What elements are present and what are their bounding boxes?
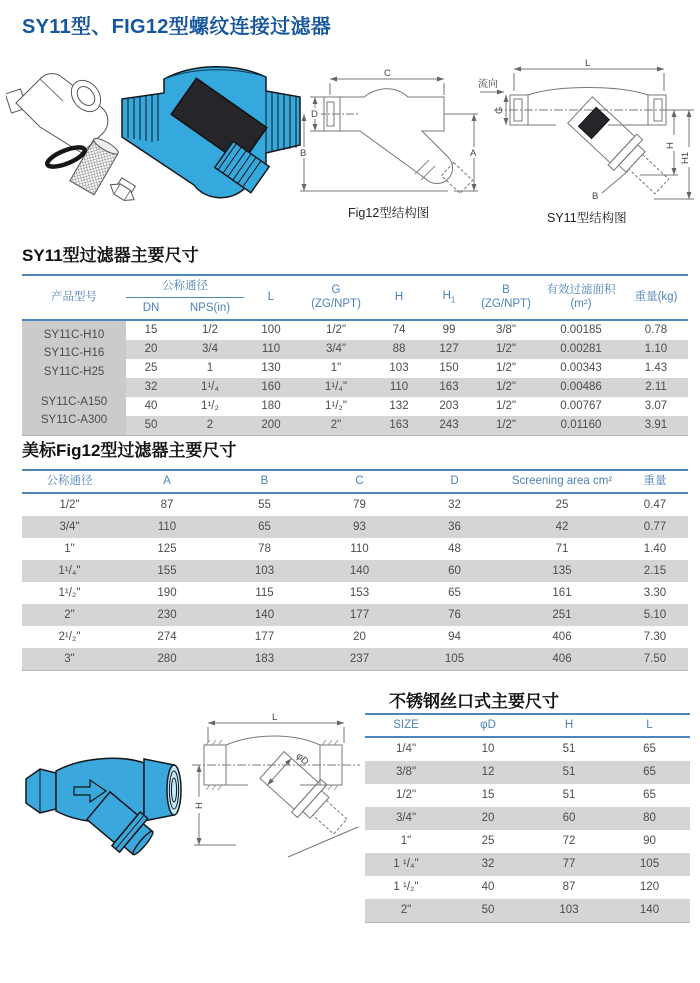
cell: 2"	[400, 904, 412, 917]
table-row	[365, 761, 690, 784]
cell: 3/8"	[395, 766, 417, 779]
cell: 1.43	[644, 362, 668, 375]
table-row	[22, 604, 688, 626]
cell: 177	[254, 630, 275, 643]
cell: 3/4"	[325, 343, 347, 356]
cell: 105	[444, 652, 465, 665]
table-row	[22, 320, 688, 340]
cell: 200	[261, 419, 281, 432]
cell: 163	[439, 381, 459, 394]
header-line: (ZG/NPT)	[311, 298, 361, 311]
cell: 12	[481, 766, 495, 779]
cell: 243	[439, 419, 459, 432]
cell: 76	[448, 608, 461, 621]
dim-label-d: D	[311, 109, 318, 120]
cell: 42	[555, 520, 569, 533]
cell: 406	[552, 630, 572, 643]
cell: 40	[481, 881, 495, 894]
cell: 40	[144, 400, 158, 413]
cell: 230	[157, 608, 177, 621]
cell: 120	[639, 881, 660, 894]
section-title-sy11: SY11型过滤器主要尺寸	[22, 246, 199, 265]
cell: 190	[157, 586, 177, 599]
cell: 2¹/₂"	[58, 630, 81, 643]
col-header-model: 产品型号	[51, 290, 97, 303]
cell: 65	[448, 586, 461, 599]
cell: 1/2"	[325, 324, 347, 337]
col-header-dn-group: 公称通径	[126, 275, 244, 297]
stainless-table-wrap	[365, 713, 690, 923]
table-row	[22, 560, 688, 582]
dim-label-phi-d: φD	[293, 750, 311, 768]
dim-label-l: L	[272, 712, 278, 723]
cell: 274	[157, 630, 177, 643]
col-header-weight: 重量(kg)	[634, 290, 678, 303]
dim-label-b: B	[592, 191, 599, 202]
cell: 3/4	[202, 343, 218, 356]
cell: 1/2"	[495, 362, 517, 375]
product-model-cell	[22, 320, 126, 436]
cell: 71	[555, 542, 569, 555]
cell: 135	[552, 564, 572, 577]
cell: 110	[350, 542, 369, 555]
col-header-l: L	[646, 718, 653, 731]
cell: 25	[481, 835, 495, 848]
cell: 103	[254, 564, 275, 577]
cell: 110	[157, 520, 177, 533]
cell: 1¹/₄"	[58, 564, 81, 577]
cell: 1"	[64, 542, 75, 555]
cell: 93	[353, 520, 366, 533]
header-line: 有效过滤面积	[546, 283, 616, 296]
header-line: G	[331, 283, 341, 296]
cell: 1"	[330, 362, 342, 375]
cell: 1/4"	[395, 743, 417, 756]
cell: 103	[559, 904, 579, 917]
col-header-phi-d: φD	[480, 718, 496, 731]
cell: 1¹/₂"	[325, 400, 347, 413]
cell: 3/8"	[495, 324, 517, 337]
stainless-strainer-illustration	[22, 745, 184, 875]
col-header-b: B	[260, 474, 269, 487]
spacer	[22, 381, 126, 393]
cell: 0.01160	[560, 419, 602, 432]
cell: 110	[389, 381, 409, 394]
cell: 1/2"	[59, 498, 80, 511]
col-header-h1	[424, 275, 474, 320]
cell: 177	[349, 608, 370, 621]
cell: 7.30	[643, 630, 667, 643]
cell: 0.00343	[560, 362, 602, 375]
dim-label-c: C	[384, 68, 391, 79]
cell: 32	[448, 498, 461, 511]
table-row	[365, 876, 690, 899]
cell: 25	[555, 498, 569, 511]
cell: 5.10	[643, 608, 667, 621]
cell: 65	[643, 743, 656, 756]
cell: 51	[562, 743, 576, 756]
table-row	[365, 830, 690, 853]
cell: 2.15	[643, 564, 667, 577]
figures-strip	[0, 59, 700, 241]
dim-label-h: H	[665, 142, 676, 149]
stainless-dimensions-table	[365, 713, 690, 923]
cell: 79	[353, 498, 366, 511]
col-header-weight: 重量	[643, 474, 667, 487]
cell: 3/4"	[59, 520, 80, 533]
cell: 3.30	[643, 586, 667, 599]
col-header-dn: DN	[142, 301, 160, 314]
cell: 51	[562, 789, 576, 802]
cell: 65	[643, 789, 656, 802]
cell: 1	[206, 362, 214, 375]
cell: 1¹/₂	[201, 400, 219, 413]
cell: 163	[389, 419, 409, 432]
header-line: H	[442, 290, 451, 303]
col-header-screening-area: Screening area cm²	[511, 474, 613, 487]
cell: 77	[562, 858, 576, 871]
cell: 140	[349, 564, 370, 577]
model-name: SY11C-H10	[43, 328, 105, 341]
cell: 15	[144, 324, 158, 337]
cell: 110	[261, 343, 281, 356]
cell: 251	[552, 608, 572, 621]
cell: 3.91	[644, 419, 668, 432]
cell: 80	[643, 812, 656, 825]
cell: 1/2"	[495, 400, 517, 413]
cell: 1¹/₄"	[324, 381, 348, 394]
bottom-section	[0, 685, 700, 941]
sy11-caption: SY11型结构图	[547, 211, 627, 225]
cell: 32	[481, 858, 495, 871]
table-header-row	[365, 714, 690, 737]
cell: 65	[643, 766, 656, 779]
header-line: B	[502, 283, 510, 296]
cell: 55	[258, 498, 271, 511]
col-header-c: C	[355, 474, 364, 487]
table-row	[22, 582, 688, 604]
cell: 3/4"	[395, 812, 417, 825]
cell: 237	[349, 652, 370, 665]
cell: 32	[144, 381, 158, 394]
header-sub: 1	[450, 295, 456, 305]
col-header-h: H	[394, 290, 404, 303]
cell: 125	[157, 542, 177, 555]
dim-label-b: B	[300, 148, 307, 159]
model-name: SY11C-A150	[40, 396, 108, 409]
cell: 50	[481, 904, 495, 917]
cell: 20	[481, 812, 495, 825]
cell: 100	[261, 324, 281, 337]
cell: 1.40	[643, 542, 667, 555]
model-name: SY11C-H25	[43, 365, 105, 378]
section-title-stainless: 不锈钢丝口式主要尺寸	[389, 691, 559, 711]
page-title: SY11型、FIG12型螺纹连接过滤器	[22, 16, 332, 38]
cell: 2"	[64, 608, 75, 621]
cell: 90	[643, 835, 656, 848]
cell: 3"	[64, 652, 75, 665]
sy11-dimensions-table	[22, 274, 688, 436]
col-header-a: A	[163, 474, 171, 487]
col-header-d: D	[450, 474, 459, 487]
cell: 3.07	[644, 400, 668, 413]
cell: 153	[349, 586, 370, 599]
col-header-h: H	[564, 718, 574, 731]
cell: 99	[442, 324, 456, 337]
cell: 280	[157, 652, 177, 665]
fig12-caption: Fig12型结构图	[348, 206, 430, 220]
cell: 78	[258, 542, 271, 555]
cell: 161	[552, 586, 572, 599]
col-header-nps: NPS(in)	[189, 301, 231, 314]
col-header-l: L	[267, 290, 275, 303]
cell: 2"	[330, 419, 342, 432]
cell: 60	[448, 564, 461, 577]
cell: 115	[255, 586, 274, 599]
table-row	[22, 626, 688, 648]
model-name: SY11C-H16	[43, 347, 105, 360]
cell: 50	[144, 419, 158, 432]
cell: 0.78	[644, 324, 668, 337]
sy11-structure-drawing	[478, 59, 700, 207]
cutaway-illustration	[116, 61, 306, 223]
dim-label-l: L	[585, 59, 591, 69]
table-row	[365, 737, 690, 761]
cell: 103	[389, 362, 409, 375]
cell: 51	[562, 766, 576, 779]
cell: 60	[562, 812, 576, 825]
cell: 20	[353, 630, 366, 643]
table-row	[22, 538, 688, 560]
dim-label-a: A	[470, 148, 477, 159]
fig12-dimensions-table	[22, 469, 688, 671]
cell: 94	[448, 630, 461, 643]
section-title-fig12: 美标Fig12型过滤器主要尺寸	[22, 440, 237, 460]
cell: 87	[160, 498, 174, 511]
table-header-row	[22, 470, 688, 493]
cell: 87	[562, 881, 576, 894]
table-row	[365, 807, 690, 830]
cell: 132	[389, 400, 409, 413]
cell: 20	[144, 343, 158, 356]
cell: 140	[254, 608, 275, 621]
cell: 130	[261, 362, 281, 375]
cell: 1 ¹/₄"	[393, 858, 419, 871]
fig12-structure-drawing	[298, 67, 483, 201]
cell: 155	[157, 564, 177, 577]
table-row	[365, 784, 690, 807]
cell: 0.47	[643, 498, 667, 511]
cell: 7.50	[643, 652, 667, 665]
cell: 1/2"	[495, 381, 517, 394]
table-header-row	[22, 275, 688, 297]
cell: 150	[439, 362, 459, 375]
cell: 203	[439, 400, 459, 413]
cell: 1/2	[202, 324, 218, 337]
table-row	[22, 516, 688, 538]
cell: 2	[206, 419, 214, 432]
header-line: (m²)	[570, 298, 592, 311]
table-row	[365, 853, 690, 876]
cell: 10	[481, 743, 495, 756]
table-row	[22, 648, 688, 671]
cell: 1¹/₄	[200, 381, 220, 394]
col-header-size: SIZE	[393, 718, 419, 731]
cell: 0.77	[643, 520, 667, 533]
cell: 0.00767	[560, 400, 602, 413]
cell: 88	[392, 343, 406, 356]
col-header-area	[538, 275, 624, 320]
cell: 25	[144, 362, 158, 375]
cell: 1/2"	[495, 343, 517, 356]
cell: 1"	[400, 835, 412, 848]
model-name: SY11C-A300	[40, 414, 108, 427]
cell: 1¹/₂"	[58, 586, 81, 599]
col-header-g	[298, 275, 374, 320]
dim-label-g: G	[494, 106, 505, 114]
cell: 406	[552, 652, 572, 665]
cell: 0.00185	[560, 324, 602, 337]
cell: 160	[261, 381, 281, 394]
cell: 105	[639, 858, 660, 871]
dim-label-h: H	[194, 801, 205, 809]
cell: 15	[481, 789, 495, 802]
table-row	[365, 899, 690, 923]
cell: 127	[439, 343, 459, 356]
cell: 1.10	[644, 343, 668, 356]
cell: 0.00486	[560, 381, 602, 394]
col-header-b	[474, 275, 538, 320]
cell: 2.11	[645, 381, 667, 394]
header-line: (ZG/NPT)	[481, 298, 531, 311]
cell: 140	[639, 904, 660, 917]
stainless-structure-drawing	[192, 713, 360, 869]
cell: 65	[258, 520, 271, 533]
cell: 72	[562, 835, 576, 848]
flow-direction-label: 流向	[478, 79, 498, 90]
cell: 183	[254, 652, 275, 665]
col-header-size: 公称通径	[46, 474, 93, 487]
cell: 36	[448, 520, 461, 533]
cell: 180	[261, 400, 281, 413]
dim-label-h1: H1	[680, 151, 691, 164]
cell: 74	[392, 324, 406, 337]
cell: 0.00281	[560, 343, 602, 356]
cell: 1/2"	[395, 789, 417, 802]
table-row	[22, 493, 688, 516]
cell: 48	[448, 542, 461, 555]
cell: 1 ¹/₂"	[393, 881, 419, 894]
cell: 1/2"	[495, 419, 517, 432]
